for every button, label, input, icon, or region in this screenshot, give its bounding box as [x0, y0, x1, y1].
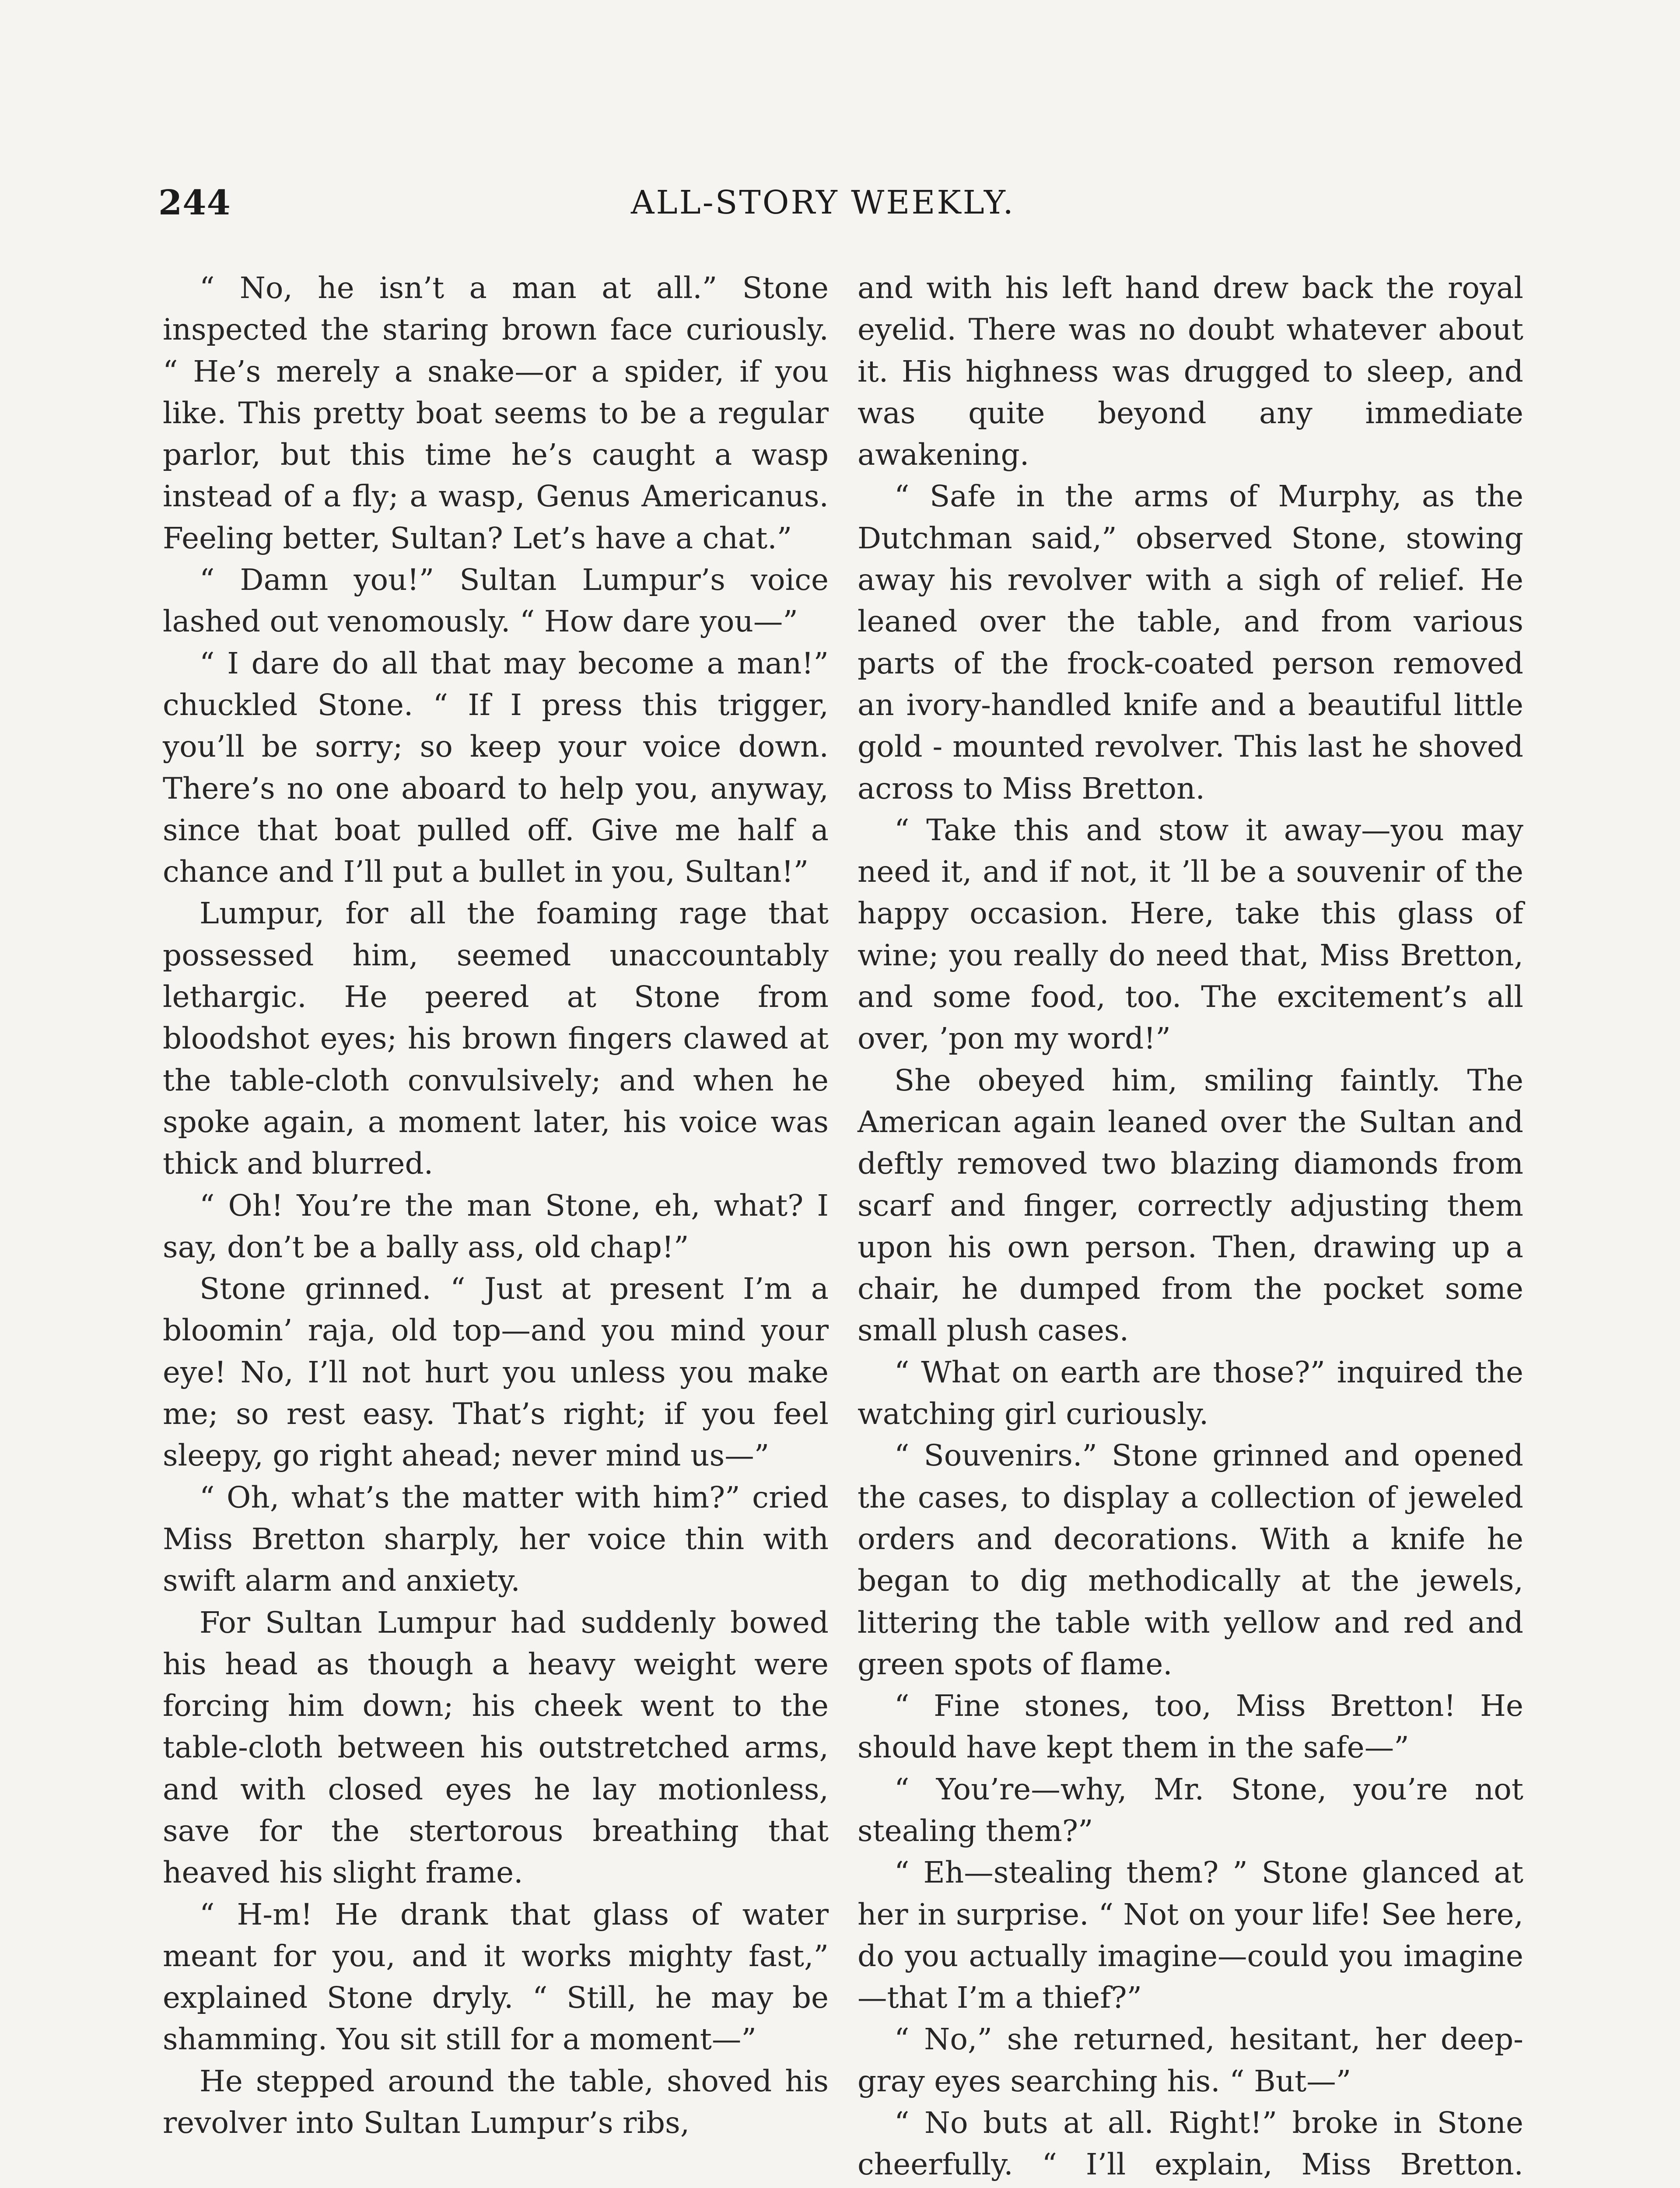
running-title: ALL-STORY WEEKLY.: [631, 184, 1015, 221]
paragraph: “ What on earth are those?” inquired the watching girl curiously.: [858, 1354, 1523, 1431]
paragraph: and with his left hand drew back the royal eyelid. There was no doubt whatever about it. His highness was drugged to sleep, and was quite beyond any immediate awakening.: [858, 270, 1523, 472]
paragraph: “ Safe in the arms of Murphy, as the Dutchman said,” observed Stone, stowing away his revolver with a sigh of relief. He leaned over the table, and from various parts of the frock-coated person removed an ivory-handled knife and a beautiful little gold - mounted revolver. This last he shoved across to Miss Bretton.: [858, 479, 1523, 806]
paragraph: “ No,” she returned, hesitant, her deep-gray eyes searching his. “ But—”: [858, 2022, 1523, 2098]
paragraph: “ Fine stones, too, Miss Bretton! He should have kept them in the safe—”: [858, 1688, 1523, 1765]
paragraph: “ Damn you!” Sultan Lumpur’s voice lashed out venomously. “ How dare you—”: [163, 562, 829, 639]
paragraph: “ Oh! You’re the man Stone, eh, what? I say, don’t be a bally ass, old chap!”: [163, 1188, 829, 1264]
paragraph: “ Eh—stealing them? ” Stone glanced at her in surprise. “ Not on your life! See here, do you actually imagine—could you imagine—that I’m a thief?”: [858, 1855, 1523, 2015]
page-number: 244: [158, 183, 231, 223]
paragraph: “ Take this and stow it away—you may need it, and if not, it ’ll be a souvenir of the happy occasion. Here, take this glass of wine; you really do need that, Miss Bretton, and some food, too. The excitement’s all over, ’pon my word!”: [858, 812, 1523, 1056]
page-header: [158, 183, 1418, 235]
paragraph: “ No, he isn’t a man at all.” Stone inspected the staring brown face curiously. “ He’s merely a snake—or a spider, if you like. This pretty boat seems to be a regular parlor, but this time he’s caught a wasp instead of a fly; a wasp, Genus Americanus. Feeling better, Sultan? Let’s have a chat.”: [163, 270, 829, 555]
paragraph: “ H-m! He drank that glass of water meant for you, and it works mighty fast,” explained Stone dryly. “ Still, he may be shamming. You sit still for a moment—”: [163, 1897, 829, 2057]
paragraph: For Sultan Lumpur had suddenly bowed his head as though a heavy weight were forcing him down; his cheek went to the table-cloth between his outstretched arms, and with closed eyes he lay motionless, save for the stertorous breathing that heaved his slight frame.: [163, 1605, 829, 1890]
paragraph: “ Souvenirs.” Stone grinned and opened the cases, to display a collection of jeweled orders and decorations. With a knife he began to dig methodically at the jewels, littering the table with yellow and red and green spots of flame.: [858, 1438, 1523, 1681]
paragraph: Lumpur, for all the foaming rage that possessed him, seemed unaccountably lethargic. He peered at Stone from bloodshot eyes; his brown fingers clawed at the table-cloth convulsively; and when he spoke again, a moment later, his voice was thick and blurred.: [163, 896, 829, 1181]
paragraph: He stepped around the table, shoved his revolver into Sultan Lumpur’s ribs,: [163, 2063, 829, 2140]
paragraph: “ No buts at all. Right!” broke in Stone cheerfully. “ I’ll explain, Miss Bretton.: [858, 2105, 1523, 2182]
right-text-column: [858, 267, 1523, 2188]
paragraph: “ You’re—why, Mr. Stone, you’re not stealing them?”: [858, 1771, 1523, 1848]
left-text-column: [163, 267, 829, 2143]
paragraph: “ Oh, what’s the matter with him?” cried Miss Bretton sharply, her voice thin with swift alarm and anxiety.: [163, 1480, 829, 1598]
paragraph: She obeyed him, smiling faintly. The American again leaned over the Sultan and deftly removed two blazing diamonds from scarf and finger, correctly adjusting them upon his own person. Then, drawing up a chair, he dumped from the pocket some small plush cases.: [858, 1062, 1523, 1348]
paragraph: Stone grinned. “ Just at present I’m a bloomin’ raja, old top—and you mind your eye! No, I’ll not hurt you unless you make me; so rest easy. That’s right; if you feel sleepy, go right ahead; never mind us—”: [163, 1271, 829, 1473]
paragraph: “ I dare do all that may become a man!” chuckled Stone. “ If I press this trigger, you’ll be sorry; so keep your voice down. There’s no one aboard to help you, anyway, since that boat pulled off. Give me half a chance and I’ll put a bullet in you, Sultan!”: [163, 645, 829, 889]
